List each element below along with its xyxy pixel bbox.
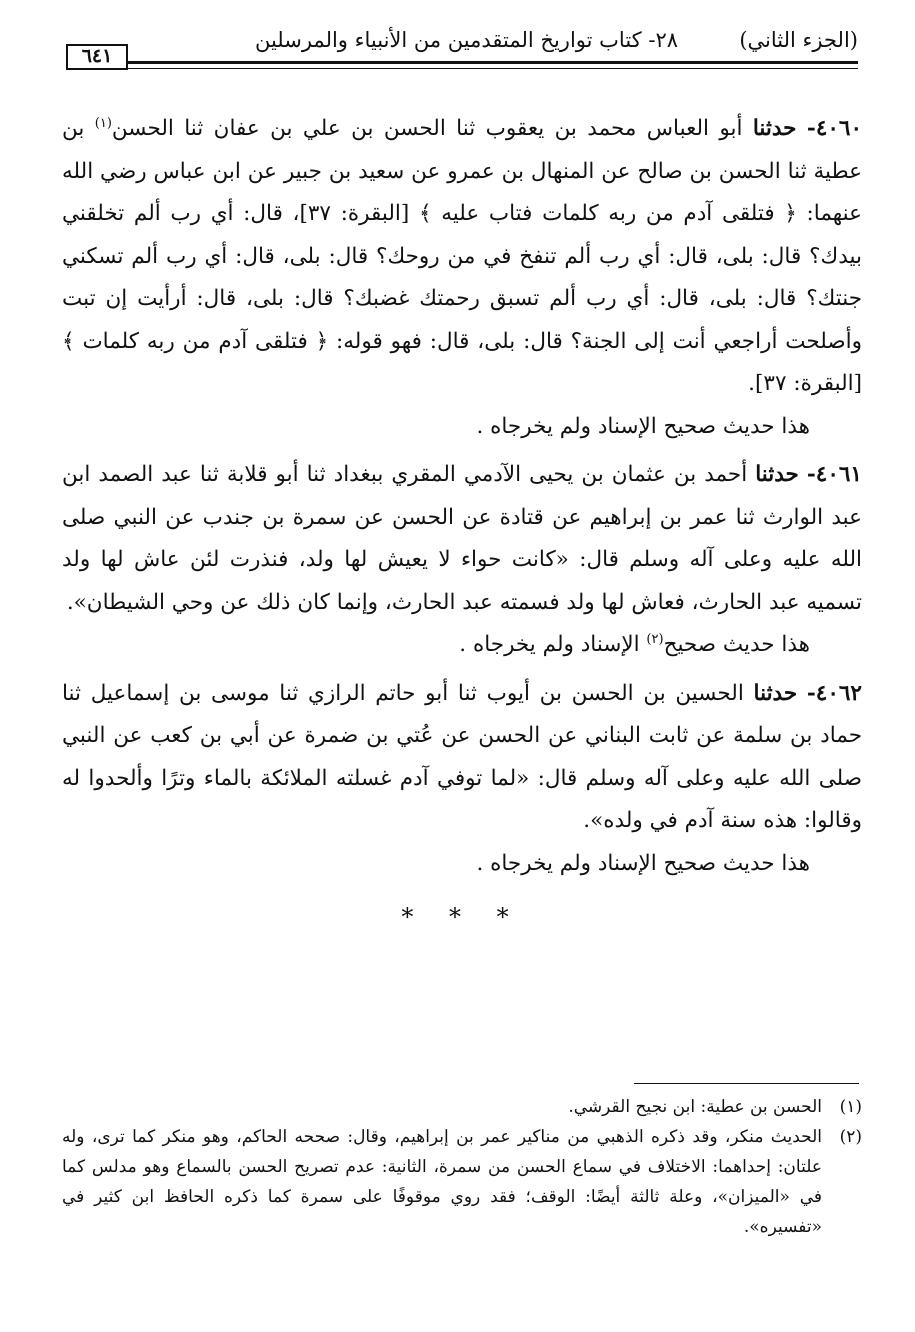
hadith-text (62, 108, 862, 406)
page-number: ٦٤١ (66, 44, 128, 70)
hadith-grading: هذا حديث صحيح$^{(٢)}$ الإسناد ولم يخرجاه . (459, 631, 810, 657)
hadith-number: ٤٠٦٠- (806, 116, 863, 141)
footnotes (62, 1092, 862, 1242)
footnote-marker[interactable]: (٢) (646, 631, 664, 647)
footnote-item (62, 1092, 862, 1122)
hadith-block (62, 108, 862, 448)
hadith-number: ٤٠٦٢- (806, 680, 862, 706)
footnote-text: الحديث منكر، وقد ذكره الذهبي من مناكير عمر بن إبراهيم، وقال: صححه الحاكم، وهو منكر كما ترى، وله علتان: إحداهما: الاختلاف في سماع الحسن من سمرة، الثانية: عدم تصريح الحسن بالسماع وهو مدلس كما في «الميزان»، وعلة ثالثة أيضًا: الوقف؛ فقد روي موقوفًا على سمرة كما ذكره الحافظ ابن كثير في «تفسيره». (62, 1127, 822, 1237)
hadith-grading: هذا حديث صحيح الإسناد ولم يخرجاه . (476, 413, 810, 439)
header-rule-thick (128, 61, 858, 64)
hadith-block (62, 454, 862, 667)
footnote-number: (١) (839, 1097, 862, 1117)
hadith-body: الحسين بن الحسن بن أيوب ثنا أبو حاتم الرازي ثنا موسى بن إسماعيل ثنا حماد بن سلمة عن ثابت البناني عن الحسن عن عُتي بن ضمرة عن أبي بن كعب عن النبي صلى الله عليه وعلى آله وسلم قال: «لما توفي آدم غسلته الملائكة بالماء وترًا وألحدوا له وقالوا: هذه سنة آدم في ولده». (62, 680, 862, 833)
part-label: (الجزء الثاني) (739, 28, 858, 52)
hadith-lead: حدثنا (755, 462, 799, 487)
hadith-text (62, 673, 862, 843)
section-separator: * * * (401, 903, 523, 931)
hadith-block (62, 673, 862, 886)
hadith-grading: هذا حديث صحيح الإسناد ولم يخرجاه . (476, 850, 810, 876)
page-header (66, 24, 858, 76)
hadith-text (62, 454, 862, 624)
hadith-lead: حدثنا (752, 116, 797, 141)
book-title: ٢٨- كتاب تواريخ المتقدمين من الأنبياء والمرسلين (254, 28, 678, 52)
hadith-lead: حدثنا (753, 680, 798, 706)
hadith-number: ٤٠٦١- (806, 462, 862, 487)
hadith-body: أبو العباس محمد بن يعقوب ثنا الحسن بن علي بن عفان ثنا الحسن (111, 116, 743, 141)
header-rule-thin (128, 68, 858, 69)
footnote-number: (٢) (839, 1127, 862, 1147)
main-content (62, 108, 862, 931)
footnote-text: الحسن بن عطية: ابن نجيح القرشي. (568, 1097, 822, 1117)
hadith-body-continued: بن عطية ثنا الحسن بن صالح عن المنهال بن عمرو عن سعيد بن جبير عن ابن عباس رضي الله عنهما: ﴿ فتلقى آدم من ربه كلمات فتاب عليه ﴾ [البقرة: ٣٧]، قال: أي رب ألم تخلقني بيدك؟ قال: بلى، قال: أي رب ألم تنفخ في من روحك؟ قال: بلى، قال: أي رب ألم تسكني جنتك؟ قال: بلى، قال: أي رب ألم تسبق رحمتك غضبك؟ قال: بلى، قال: أرأيت إن تبت وأصلحت أراجعي أنت إلى الجنة؟ قال: بلى، قال: فهو قوله: ﴿ فتلقى آدم من ربه كلمات ﴾ [البقرة: ٣٧]. (62, 116, 863, 396)
hadith-body: أحمد بن عثمان بن يحيى الآدمي المقري ببغداد ثنا أبو قلابة ثنا عبد الصمد ابن عبد الوارث ثنا عمر بن إبراهيم عن قتادة عن الحسن عن سمرة بن جندب عن النبي صلى الله عليه وعلى آله وسلم قال: «كانت حواء لا يعيش لها ولد، فنذرت لئن عاش لها ولد تسميه عبد الحارث، فعاش لها ولد فسمته عبد الحارث، وإنما كان ذلك عن وحي الشيطان». (62, 462, 862, 615)
footnote-item (62, 1122, 862, 1242)
footnote-marker[interactable]: (١) (94, 115, 112, 131)
footnote-divider (634, 1083, 859, 1084)
